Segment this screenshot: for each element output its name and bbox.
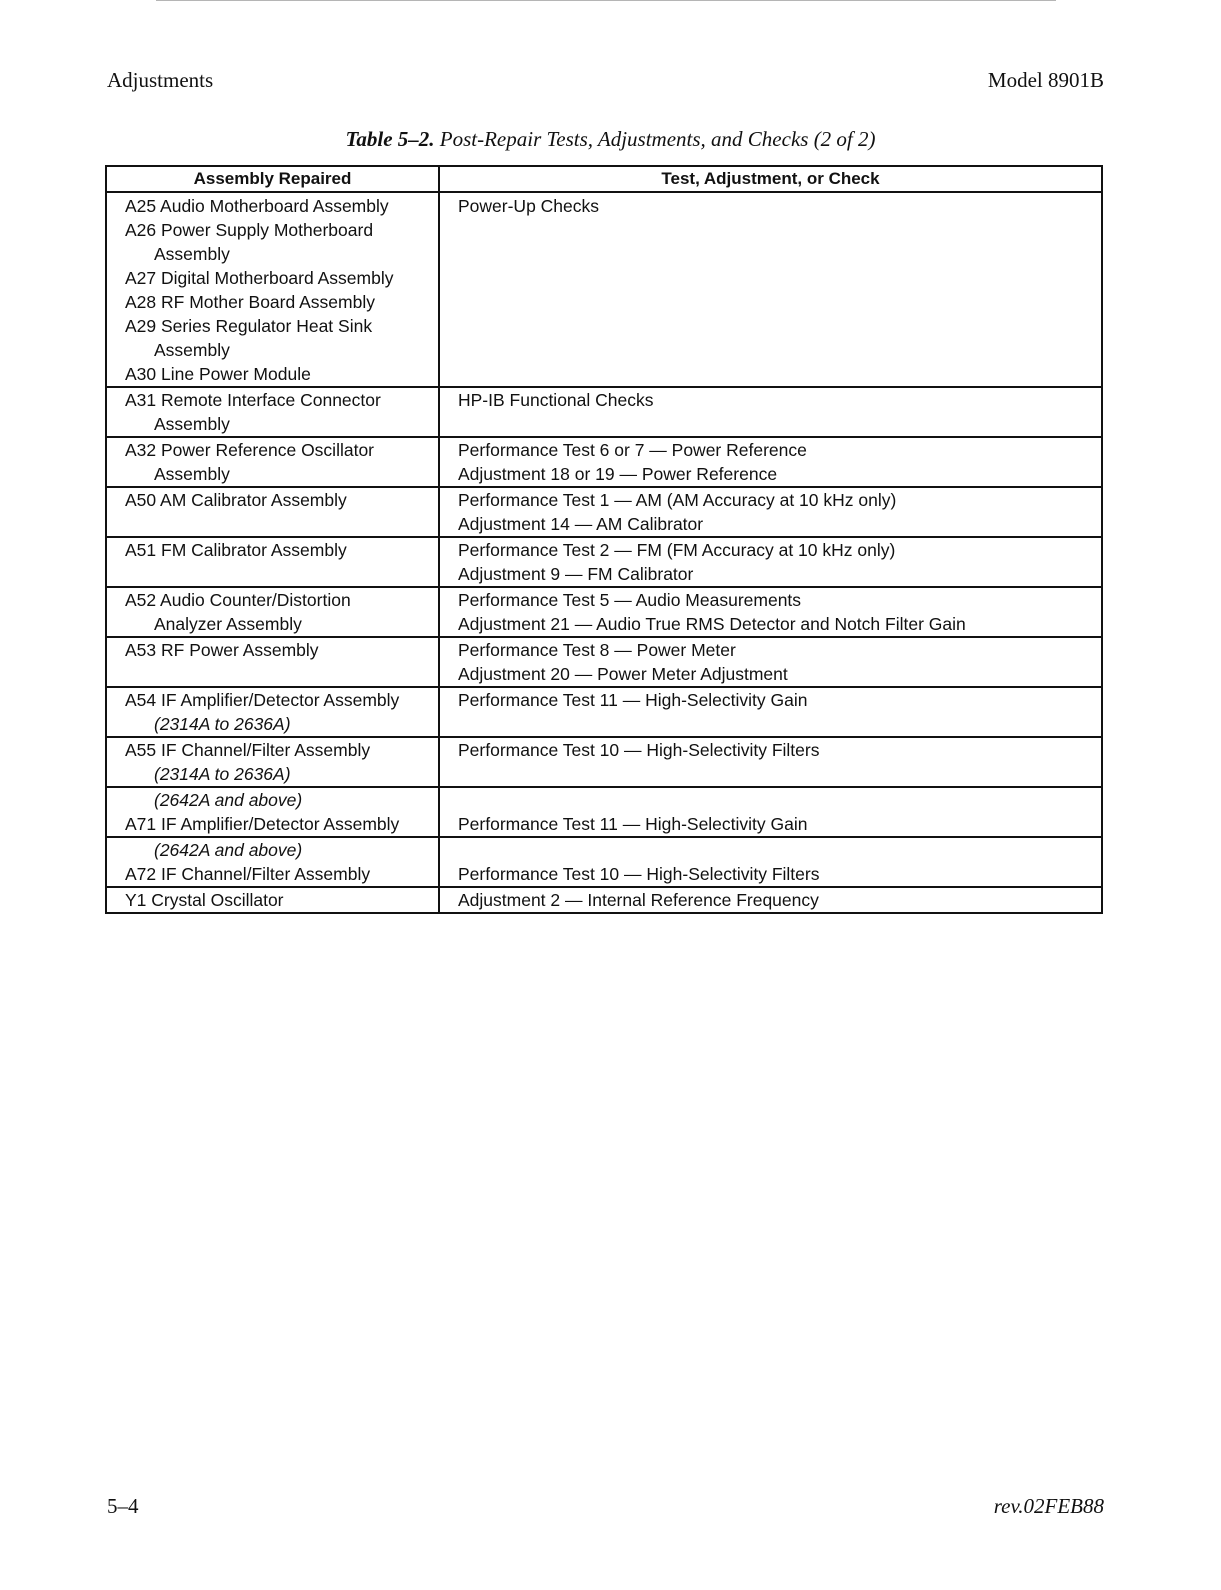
assembly-cell — [106, 837, 439, 887]
assembly-line: A51 FM Calibrator Assembly — [125, 540, 347, 560]
table-caption-label: Table 5–2. — [345, 127, 435, 151]
assembly-cell — [106, 687, 439, 737]
check-cell — [439, 837, 1102, 887]
assembly-line: A54 IF Amplifier/Detector Assembly — [125, 690, 400, 710]
assembly-line: A53 RF Power Assembly — [125, 640, 319, 660]
assembly-line: Analyzer Assembly — [154, 614, 302, 634]
check-line: Performance Test 10 — High-Selectivity Filters — [458, 864, 820, 884]
assembly-cell — [106, 437, 439, 487]
assembly-cell — [106, 192, 439, 387]
assembly-line: A26 Power Supply Motherboard — [125, 220, 374, 240]
assembly-line: A50 AM Calibrator Assembly — [125, 490, 347, 510]
table-caption-text: Post-Repair Tests, Adjustments, and Checks (2 of 2) — [439, 127, 876, 151]
check-cell — [439, 192, 1102, 387]
assembly-cell — [106, 587, 439, 637]
section-header: Adjustments — [107, 68, 214, 92]
check-cell — [439, 637, 1102, 687]
assembly-cell — [106, 887, 439, 913]
check-cell — [439, 537, 1102, 587]
table-row — [106, 387, 1102, 437]
check-line: Performance Test 8 — Power Meter — [458, 640, 736, 660]
check-line: Performance Test 11 — High-Selectivity Gain — [458, 690, 808, 710]
check-cell — [439, 887, 1102, 913]
table-row — [106, 437, 1102, 487]
page-number: 5–4 — [107, 1494, 139, 1518]
table-caption — [0, 127, 1221, 152]
check-line: Adjustment 14 — AM Calibrator — [458, 514, 704, 534]
table-row — [106, 837, 1102, 887]
assembly-line: A25 Audio Motherboard Assembly — [125, 196, 389, 216]
table-row — [106, 192, 1102, 387]
assembly-line: Y1 Crystal Oscillator — [125, 890, 284, 910]
table-row — [106, 787, 1102, 837]
assembly-line: A30 Line Power Module — [125, 364, 311, 384]
column-header-assembly: Assembly Repaired — [106, 166, 439, 192]
assembly-line: Assembly — [154, 244, 230, 264]
top-rule — [156, 0, 1056, 1]
assembly-line: A71 IF Amplifier/Detector Assembly — [125, 814, 400, 834]
check-cell — [439, 787, 1102, 837]
check-cell — [439, 487, 1102, 537]
check-line: Adjustment 21 — Audio True RMS Detector and Notch Filter Gain — [458, 614, 966, 634]
check-line: Adjustment 18 or 19 — Power Reference — [458, 464, 778, 484]
model-header: Model 8901B — [987, 68, 1104, 92]
table-row — [106, 487, 1102, 537]
check-line: Performance Test 6 or 7 — Power Reference — [458, 440, 807, 460]
revision-date: rev.02FEB88 — [993, 1494, 1104, 1518]
check-line: HP-IB Functional Checks — [458, 390, 654, 410]
assembly-line: A72 IF Channel/Filter Assembly — [125, 864, 371, 884]
check-line: Performance Test 2 — FM (FM Accuracy at 10 kHz only) — [458, 540, 896, 560]
check-cell — [439, 437, 1102, 487]
table-row — [106, 587, 1102, 637]
table-row — [106, 687, 1102, 737]
assembly-line: A32 Power Reference Oscillator — [125, 440, 374, 460]
assembly-cell — [106, 537, 439, 587]
table-header-row — [106, 166, 1102, 192]
check-line: Performance Test 1 — AM (AM Accuracy at 10 kHz only) — [458, 490, 897, 510]
check-line: Adjustment 20 — Power Meter Adjustment — [458, 664, 788, 684]
table-row — [106, 637, 1102, 687]
assembly-line: Assembly — [154, 340, 230, 360]
serial-range-note: (2642A and above) — [154, 840, 303, 860]
table-row — [106, 887, 1102, 913]
assembly-line: A29 Series Regulator Heat Sink — [125, 316, 373, 336]
check-cell — [439, 687, 1102, 737]
table-row — [106, 537, 1102, 587]
serial-range-note: (2642A and above) — [154, 790, 303, 810]
check-line: Performance Test 11 — High-Selectivity Gain — [458, 814, 808, 834]
assembly-line: A31 Remote Interface Connector — [125, 390, 381, 410]
check-line: Adjustment 2 — Internal Reference Frequency — [458, 890, 819, 910]
check-cell — [439, 387, 1102, 437]
assembly-line: Assembly — [154, 414, 230, 434]
assembly-cell — [106, 487, 439, 537]
serial-range-note: (2314A to 2636A) — [154, 714, 291, 734]
assembly-cell — [106, 387, 439, 437]
assembly-line: A27 Digital Motherboard Assembly — [125, 268, 394, 288]
check-line: Adjustment 9 — FM Calibrator — [458, 564, 694, 584]
check-line: Performance Test 10 — High-Selectivity Filters — [458, 740, 820, 760]
column-header-check: Test, Adjustment, or Check — [439, 166, 1102, 192]
assembly-cell — [106, 787, 439, 837]
serial-range-note: (2314A to 2636A) — [154, 764, 291, 784]
check-cell — [439, 587, 1102, 637]
post-repair-table — [105, 165, 1103, 914]
assembly-line: A52 Audio Counter/Distortion — [125, 590, 351, 610]
check-line: Performance Test 5 — Audio Measurements — [458, 590, 802, 610]
assembly-line: A55 IF Channel/Filter Assembly — [125, 740, 371, 760]
assembly-line: A28 RF Mother Board Assembly — [125, 292, 375, 312]
check-line: Power-Up Checks — [458, 196, 600, 216]
assembly-line: Assembly — [154, 464, 230, 484]
assembly-cell — [106, 637, 439, 687]
assembly-cell — [106, 737, 439, 787]
table-row — [106, 737, 1102, 787]
check-cell — [439, 737, 1102, 787]
